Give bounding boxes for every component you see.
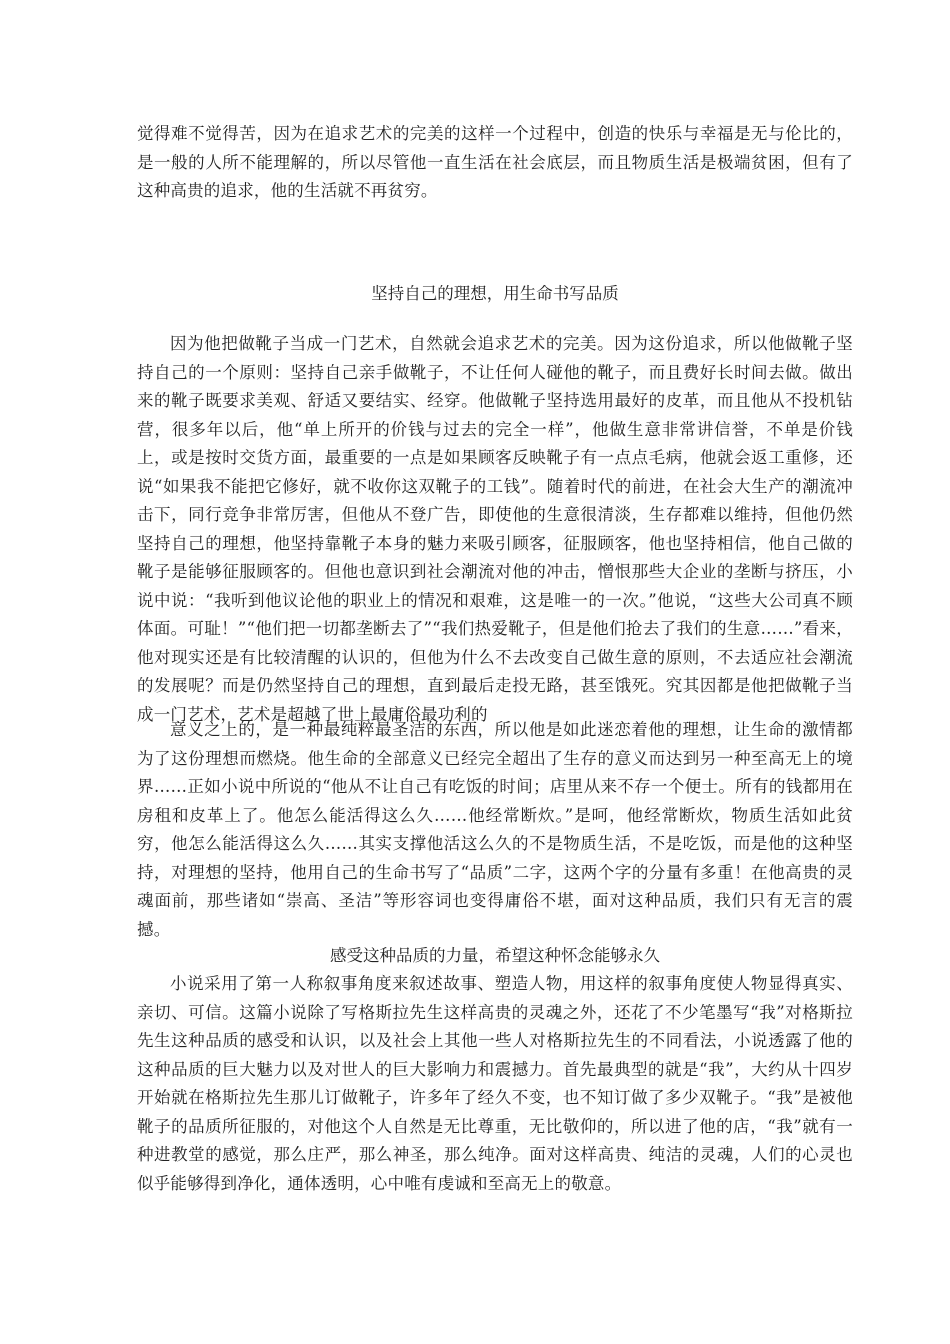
paragraph-2: 因为他把做靴子当成一门艺术，自然就会追求艺术的完美。因为这份追求，所以他做靴子坚持自己的一个原则：坚持自己亲手做靴子，不让任何人碰他的靴子，而且费好长时间去做。做出来的靴子既要求美观、舒适又要结实、经穿。他做靴子坚持选用最好的皮革，而且他从不投机钻营，很多年以后，他“单上所开的价钱与过去的完全一样”，他做生意非常讲信誉，不单是价钱上，或是按时交货方面，最重要的一点是如果顾客反映靴子有一点点毛病，他就会返工重修，还说“如果我不能把它修好，就不收你这双靴子的工钱”。随着时代的前进，在社会大生产的潮流冲击下，同行竞争非常厉害，但他从不登广告，即使他的生意很清淡，生存都难以维持，但他仍然坚持自己的理想，他坚持靠靴子本身的魅力来吸引顾客，征服顾客，他也坚持相信，他自己做的靴子是能够征服顾客的。但他也意识到社会潮流对他的冲击，憎恨那些大企业的垄断与挤压，小说中说：“我听到他议论他的职业上的情况和艰难，这是唯一的一次。”他说，“这些大公司真不顾体面。可耻！”“他们把一切都垄断去了”“我们热爱靴子，但是他们抢去了我们的生意……”看来，他对现实还是有比较清醒的认识的，但他为什么不去改变自己做生意的原则，不去适应社会潮流的发展呢？而是仍然坚持自己的理想，直到最后走投无路，甚至饿死。究其因都是他把做靴子当成一门艺术，艺术是超越了世上最庸俗最功利的: [137, 334, 853, 724]
paragraph-1: 觉得难不觉得苦，因为在追求艺术的完美的这样一个过程中，创造的快乐与幸福是无与伦比的，是一般的人所不能理解的，所以尽管他一直生活在社会底层，而且物质生活是极端贫困，但有了这种高贵的追求，他的生活就不再贫穷。: [137, 124, 853, 200]
paragraph-3: 意义之上的，是一种最纯粹最圣洁的东西，所以他是如此迷恋着他的理想，让生命的激情都为了这份理想而燃烧。他生命的全部意义已经完全超出了生存的意义而达到另一种至高无上的境界……正如小说中所说的“他从不让自己有吃饭的时间；店里从来不存一个便士。所有的钱都用在房租和皮革上了。他怎么能活得这么久……他经常断炊。”是呵，他经常断炊，物质生活如此贫穷，他怎么能活得这么久……其实支撑他活这么久的不是物质生活，不是吃饭，而是他的这种坚持，对理想的坚持，他用自己的生命书写了“品质”二字，这两个字的分量有多重！在他高贵的灵魂面前，那些诸如“崇高、圣洁”等形容词也变得庸俗不堪，面对这种品质，我们只有无言的震撼。: [137, 720, 853, 939]
section-heading-2: 感受这种品质的力量，希望这种怀念能够永久: [330, 946, 660, 965]
paragraph-4: 小说采用了第一人称叙事角度来叙述故事、塑造人物，用这样的叙事角度使人物显得真实、亲切、可信。这篇小说除了写格斯拉先生这样高贵的灵魂之外，还花了不少笔墨写“我”对格斯拉先生这种品质的感受和认识，以及社会上其他一些人对格斯拉先生的不同看法，小说透露了他的这种品质的巨大魅力以及对世人的巨大影响力和震撼力。首先最典型的就是“我”，大约从十四岁开始就在格斯拉先生那儿订做靴子，许多年了经久不变，也不知订做了多少双靴子。“我”是被他靴子的品质所征服的，对他这个人自然是无比尊重，无比敬仰的，所以进了他的店，“我”就有一种进教堂的感觉，那么庄严，那么神圣，那么纯净。面对这样高贵、纯洁的灵魂，人们的心灵也似乎能够得到净化，通体透明，心中唯有虔诚和至高无上的敬意。: [137, 974, 853, 1193]
section-heading-1: 坚持自己的理想，用生命书写品质: [371, 284, 619, 303]
